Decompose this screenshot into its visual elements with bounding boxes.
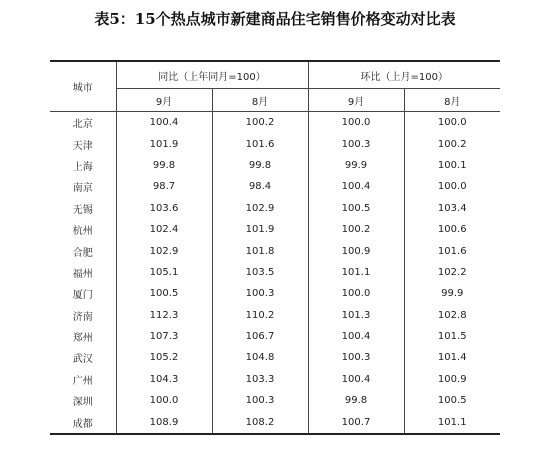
- yoy-aug-cell: 106.7: [212, 326, 308, 347]
- yoy-sep-cell: 100.0: [116, 390, 212, 411]
- yoy-aug-cell: 102.9: [212, 198, 308, 219]
- mom-sep-cell: 100.4: [308, 369, 404, 390]
- mom-aug-cell: 101.4: [437, 352, 467, 364]
- yoy-aug-cell: 103.3: [212, 369, 308, 390]
- mom-aug-cell: 103.4: [437, 202, 467, 214]
- city-cell: 合肥: [50, 240, 116, 261]
- yoy-aug-cell: 99.8: [212, 155, 308, 176]
- yoy-sep-cell: 103.6: [116, 198, 212, 219]
- city-cell: 成都: [50, 411, 116, 433]
- city-cell: 无锡: [50, 198, 116, 219]
- mom-aug-cell: 100.5: [437, 395, 467, 407]
- mom-sep-cell: 99.8: [308, 390, 404, 411]
- yoy-aug-cell: 103.5: [212, 262, 308, 283]
- mom-aug-cell: 100.9: [437, 373, 467, 385]
- table-row: [50, 219, 500, 240]
- city-cell: 杭州: [50, 219, 116, 240]
- mom-aug-cell: 101.5: [437, 331, 467, 343]
- mom-aug-cell: 101.6: [437, 245, 467, 257]
- yoy-sep-cell: 108.9: [116, 411, 212, 433]
- city-cell: 厦门: [50, 283, 116, 304]
- mom-sep-cell: 100.9: [308, 240, 404, 261]
- yoy-aug-cell: 110.2: [212, 305, 308, 326]
- mom-sep-cell: 100.5: [308, 198, 404, 219]
- yoy-sep-cell: 112.3: [116, 305, 212, 326]
- yoy-sep-cell: 98.7: [116, 176, 212, 197]
- table-row: [50, 369, 500, 390]
- table-title: 表5：15个热点城市新建商品住宅销售价格变动对比表: [94, 10, 456, 28]
- mom-aug-cell: 101.1: [404, 411, 500, 433]
- table-row: [50, 198, 500, 219]
- mom-aug-cell: 100.0: [437, 117, 467, 129]
- mom-aug-cell: 100.0: [437, 181, 467, 193]
- mom-aug-header: 8月: [404, 89, 500, 112]
- city-column-header: 城市: [50, 61, 116, 112]
- yoy-sep-cell: 99.8: [116, 155, 212, 176]
- table-header: [50, 61, 500, 112]
- header-row-groups: [50, 61, 500, 89]
- mom-group-header: 环比（上月=100）: [308, 61, 500, 89]
- mom-sep-cell: 101.3: [308, 305, 404, 326]
- table-row: [50, 305, 500, 326]
- city-cell: 南京: [50, 176, 116, 197]
- yoy-sep-cell: 105.1: [116, 262, 212, 283]
- mom-sep-header: 9月: [308, 89, 404, 112]
- yoy-aug-cell: 101.6: [212, 133, 308, 154]
- city-cell: 福州: [50, 262, 116, 283]
- table-row: [50, 390, 500, 411]
- table-row: [50, 112, 500, 134]
- mom-sep-cell: 100.4: [308, 326, 404, 347]
- mom-aug-cell: 102.2: [437, 266, 467, 278]
- yoy-sep-cell: 105.2: [116, 347, 212, 368]
- table-row: [50, 411, 500, 433]
- mom-sep-cell: 100.2: [308, 219, 404, 240]
- yoy-sep-cell: 104.3: [116, 369, 212, 390]
- mom-sep-cell: 100.4: [308, 176, 404, 197]
- price-table: [50, 60, 500, 435]
- yoy-aug-cell: 101.9: [212, 219, 308, 240]
- yoy-sep-cell: 102.9: [116, 240, 212, 261]
- yoy-sep-cell: 107.3: [116, 326, 212, 347]
- mom-aug-cell: 100.1: [437, 159, 467, 171]
- yoy-sep-header: 9月: [116, 89, 212, 112]
- table-row: [50, 262, 500, 283]
- mom-aug-cell: 99.9: [441, 288, 464, 300]
- table-row: [50, 176, 500, 197]
- city-cell: 武汉: [50, 347, 116, 368]
- table-row: [50, 326, 500, 347]
- table-row: [50, 133, 500, 154]
- header-row-months: [50, 89, 500, 112]
- mom-sep-cell: 100.3: [308, 347, 404, 368]
- yoy-sep-cell: 100.4: [116, 112, 212, 134]
- yoy-aug-header: 8月: [212, 89, 308, 112]
- mom-sep-cell: 100.3: [308, 133, 404, 154]
- mom-sep-cell: 100.0: [308, 112, 404, 134]
- yoy-aug-cell: 100.3: [212, 390, 308, 411]
- city-cell: 济南: [50, 305, 116, 326]
- table-row: [50, 155, 500, 176]
- mom-sep-cell: 100.0: [308, 283, 404, 304]
- yoy-aug-cell: 104.8: [212, 347, 308, 368]
- yoy-sep-cell: 101.9: [116, 133, 212, 154]
- mom-sep-cell: 101.1: [308, 262, 404, 283]
- city-cell: 广州: [50, 369, 116, 390]
- yoy-aug-cell: 108.2: [212, 411, 308, 433]
- city-cell: 郑州: [50, 326, 116, 347]
- mom-aug-cell: 100.6: [437, 224, 467, 236]
- mom-sep-cell: 99.9: [308, 155, 404, 176]
- mom-sep-cell: 100.7: [308, 411, 404, 433]
- yoy-aug-cell: 101.8: [212, 240, 308, 261]
- mom-aug-cell: 100.2: [437, 138, 467, 150]
- yoy-aug-cell: 100.2: [212, 112, 308, 134]
- table-row: [50, 347, 500, 368]
- table-body: [50, 112, 500, 434]
- mom-aug-cell: 102.8: [437, 309, 467, 321]
- city-cell: 深圳: [50, 390, 116, 411]
- city-cell: 北京: [50, 112, 116, 134]
- yoy-group-header: 同比（上年同月=100）: [116, 61, 308, 89]
- city-cell: 上海: [50, 155, 116, 176]
- yoy-sep-cell: 100.5: [116, 283, 212, 304]
- table-row: [50, 283, 500, 304]
- yoy-sep-cell: 102.4: [116, 219, 212, 240]
- yoy-aug-cell: 100.3: [212, 283, 308, 304]
- yoy-aug-cell: 98.4: [212, 176, 308, 197]
- city-cell: 天津: [50, 133, 116, 154]
- table-row: [50, 240, 500, 261]
